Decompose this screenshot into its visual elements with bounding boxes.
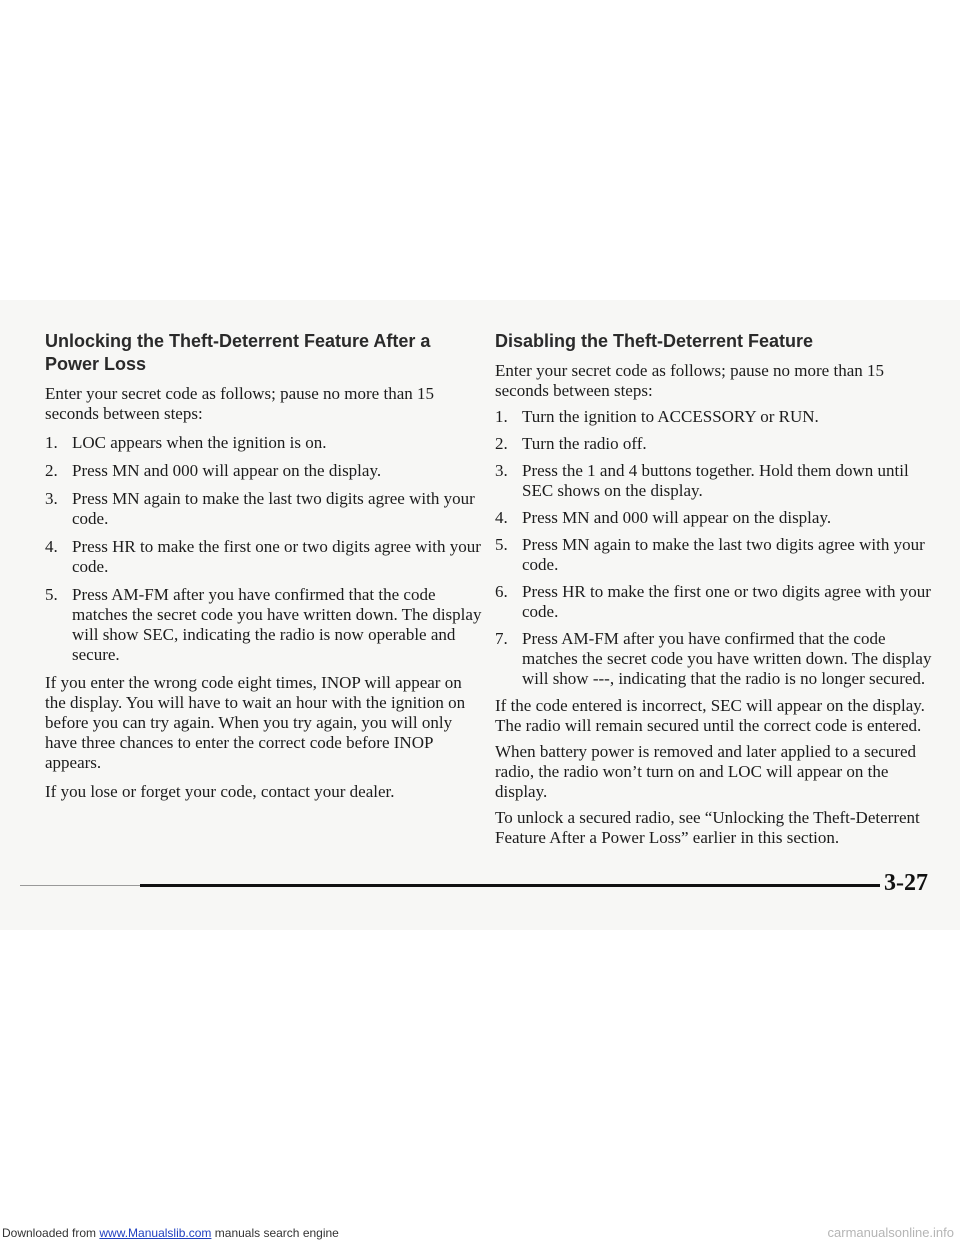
section-heading: Disabling the Theft-Deterrent Feature	[495, 331, 814, 351]
list-item: 4. Press MN and 000 will appear on the display.	[495, 508, 832, 527]
right-column	[495, 330, 940, 854]
list-item: 1. Turn the ignition to ACCESSORY or RUN.	[495, 407, 819, 426]
lost-code-paragraph: If you lose or forget your code, contact your dealer.	[45, 782, 395, 801]
list-item: 4. Press HR to make the first one or two digits agree with your code.	[45, 537, 481, 576]
incorrect-code-paragraph: If the code entered is incorrect, SEC will appear on the display. The radio will remain secured until the correct code is entered.	[495, 696, 925, 735]
download-footer: Downloaded from www.Manualslib.com manuals search engine	[2, 1226, 339, 1240]
list-item: 7. Press AM-FM after you have confirmed that the code matches the secret code you have written down. The display will show ---, indicating that the radio is no longer secured.	[495, 629, 932, 688]
battery-power-paragraph: When battery power is removed and later applied to a secured radio, the radio won’t turn on and LOC will appear on the display.	[495, 742, 917, 801]
list-item: 2. Turn the radio off.	[495, 434, 647, 453]
wrong-code-paragraph: If you enter the wrong code eight times, INOP will appear on the display. You will have to wait an hour with the ignition on before you can try again. When you try again, you will only have three chances to enter the correct code before INOP appears.	[45, 673, 466, 772]
list-item: 3. Press MN again to make the last two digits agree with your code.	[45, 489, 475, 528]
section-heading: Unlocking the Theft-Deterrent Feature After a Power Loss	[45, 331, 431, 374]
watermark: carmanualsonline.info	[827, 1225, 954, 1240]
list-item: 2. Press MN and 000 will appear on the display.	[45, 461, 382, 480]
list-item: 3. Press the 1 and 4 buttons together. Hold them down until SEC shows on the display.	[495, 461, 909, 500]
list-item: 1. LOC appears when the ignition is on.	[45, 433, 327, 452]
unlock-reference-paragraph: To unlock a secured radio, see “Unlocking the Theft-Deterrent Feature After a Power Loss” earlier in this section.	[495, 808, 920, 847]
intro-paragraph: Enter your secret code as follows; pause no more than 15 seconds between steps:	[45, 384, 434, 423]
footer-rule	[140, 884, 880, 887]
manualslib-link[interactable]: www.Manualslib.com	[99, 1226, 212, 1240]
list-item: 5. Press MN again to make the last two digits agree with your code.	[495, 535, 925, 574]
steps-list	[45, 433, 485, 665]
list-item: 5. Press AM-FM after you have confirmed that the code matches the secret code you have written down. The display will show SEC, indicating the radio is now operable and secure.	[45, 585, 482, 664]
page-number: 3-27	[884, 870, 928, 896]
intro-paragraph: Enter your secret code as follows; pause no more than 15 seconds between steps:	[495, 361, 884, 400]
left-column	[45, 330, 485, 811]
steps-list	[495, 407, 940, 689]
footer-rule-thin	[20, 885, 140, 886]
list-item: 6. Press HR to make the first one or two digits agree with your code.	[495, 582, 931, 621]
